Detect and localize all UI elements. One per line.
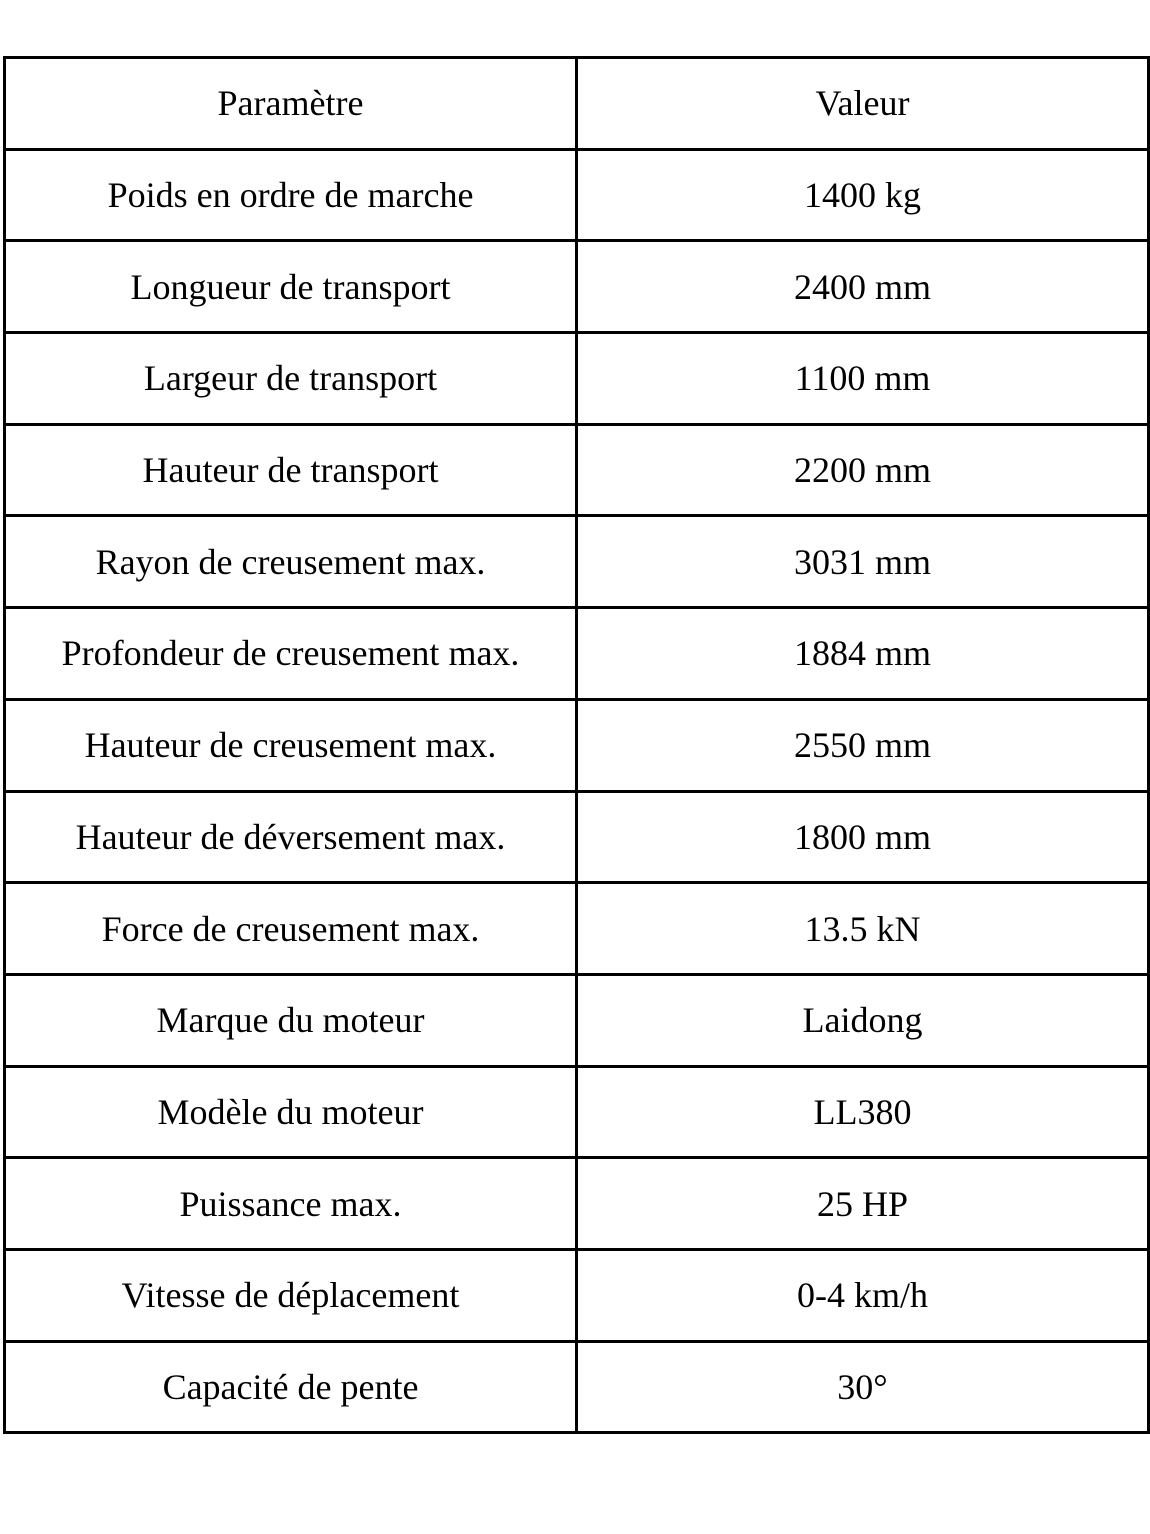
parameter-cell: Rayon de creusement max. [5, 516, 577, 608]
table-row [5, 241, 1149, 333]
parameter-cell: Profondeur de creusement max. [5, 608, 577, 700]
table-row [5, 424, 1149, 516]
parameter-cell: Puissance max. [5, 1158, 577, 1250]
table-row [5, 1158, 1149, 1250]
table-header [5, 58, 1149, 150]
value-cell: LL380 [577, 1066, 1149, 1158]
parameter-cell: Hauteur de creusement max. [5, 699, 577, 791]
parameter-cell: Hauteur de transport [5, 424, 577, 516]
parameter-cell: Poids en ordre de marche [5, 149, 577, 241]
table-row [5, 516, 1149, 608]
header-row [5, 58, 1149, 150]
parameter-cell: Hauteur de déversement max. [5, 791, 577, 883]
table-row [5, 1066, 1149, 1158]
table-row [5, 149, 1149, 241]
table-row [5, 1249, 1149, 1341]
parameter-cell: Vitesse de déplacement [5, 1249, 577, 1341]
header-value: Valeur [577, 58, 1149, 150]
value-cell: 3031 mm [577, 516, 1149, 608]
table-row [5, 699, 1149, 791]
parameter-cell: Force de creusement max. [5, 883, 577, 975]
parameter-cell: Largeur de transport [5, 333, 577, 425]
value-cell: 13.5 kN [577, 883, 1149, 975]
spec-table [3, 56, 1150, 1434]
value-cell: 1800 mm [577, 791, 1149, 883]
table-row [5, 974, 1149, 1066]
value-cell: 25 HP [577, 1158, 1149, 1250]
table-row [5, 608, 1149, 700]
table-row [5, 333, 1149, 425]
value-cell: 30° [577, 1341, 1149, 1433]
table-row [5, 791, 1149, 883]
value-cell: 1100 mm [577, 333, 1149, 425]
value-cell: 1884 mm [577, 608, 1149, 700]
value-cell: Laidong [577, 974, 1149, 1066]
value-cell: 1400 kg [577, 149, 1149, 241]
parameter-cell: Marque du moteur [5, 974, 577, 1066]
table-body [5, 149, 1149, 1433]
table-row [5, 883, 1149, 975]
table-row [5, 1341, 1149, 1433]
value-cell: 2200 mm [577, 424, 1149, 516]
parameter-cell: Longueur de transport [5, 241, 577, 333]
parameter-cell: Modèle du moteur [5, 1066, 577, 1158]
value-cell: 2400 mm [577, 241, 1149, 333]
header-parameter: Paramètre [5, 58, 577, 150]
value-cell: 0-4 km/h [577, 1249, 1149, 1341]
value-cell: 2550 mm [577, 699, 1149, 791]
parameter-cell: Capacité de pente [5, 1341, 577, 1433]
